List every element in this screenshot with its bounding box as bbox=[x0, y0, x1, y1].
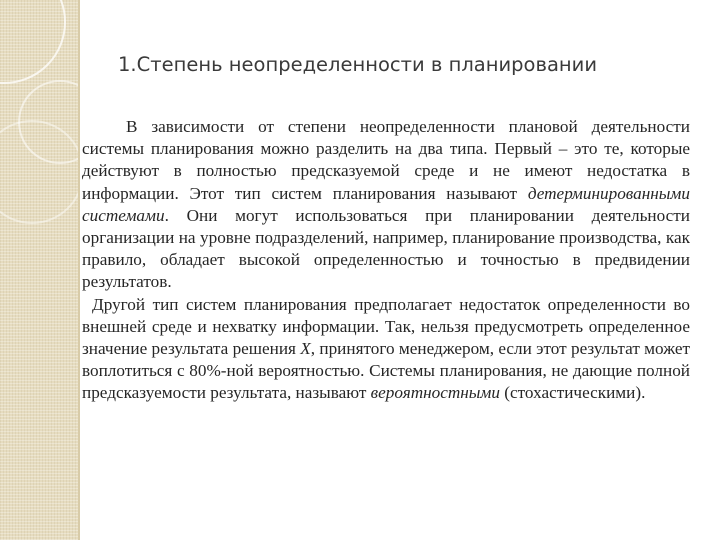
paragraph-text: . Они могут использоваться при планировании деятельности организации на уровне подразделений, например, планирование производства, как правило, обладает высокой определенностью и точностью в предвидении результатов. bbox=[82, 205, 690, 292]
decorative-circle bbox=[0, 120, 78, 224]
paragraph-text: В зависимости от степени неопределенности плановой деятельности системы планирования можно разделить на два типа. Первый – это те, которые действуют в полностью предсказуемой среде и не имеют недостатка в информации. Этот тип систем планирования называют bbox=[82, 117, 690, 203]
paragraph-text: Другой тип систем планирования предполагает недостаток определенности во внешней среде и нехватку информации. Так, нельзя предусмотреть определенное значение результата решения bbox=[82, 294, 690, 359]
paragraph-deterministic bbox=[82, 116, 690, 294]
paragraph-text: , принятого менеджером, если этот результат может воплотиться с 80%-ной вероятностью. Системы планирования, не дающие полной предсказуемости результата, называют bbox=[82, 339, 690, 403]
decorative-circle bbox=[0, 0, 66, 84]
decorative-side-band bbox=[0, 0, 78, 540]
paragraph-probabilistic bbox=[82, 294, 690, 405]
paragraph-text: (стохастическими). bbox=[500, 383, 646, 403]
band-divider bbox=[78, 0, 80, 540]
slide-title: 1.Степень неопределенности в планировании bbox=[118, 53, 598, 76]
term-deterministic-systems: детерминированными системами bbox=[82, 183, 690, 225]
variable-x: X bbox=[300, 339, 311, 359]
slide-body bbox=[82, 116, 690, 405]
term-probabilistic: вероятностными bbox=[370, 383, 500, 403]
